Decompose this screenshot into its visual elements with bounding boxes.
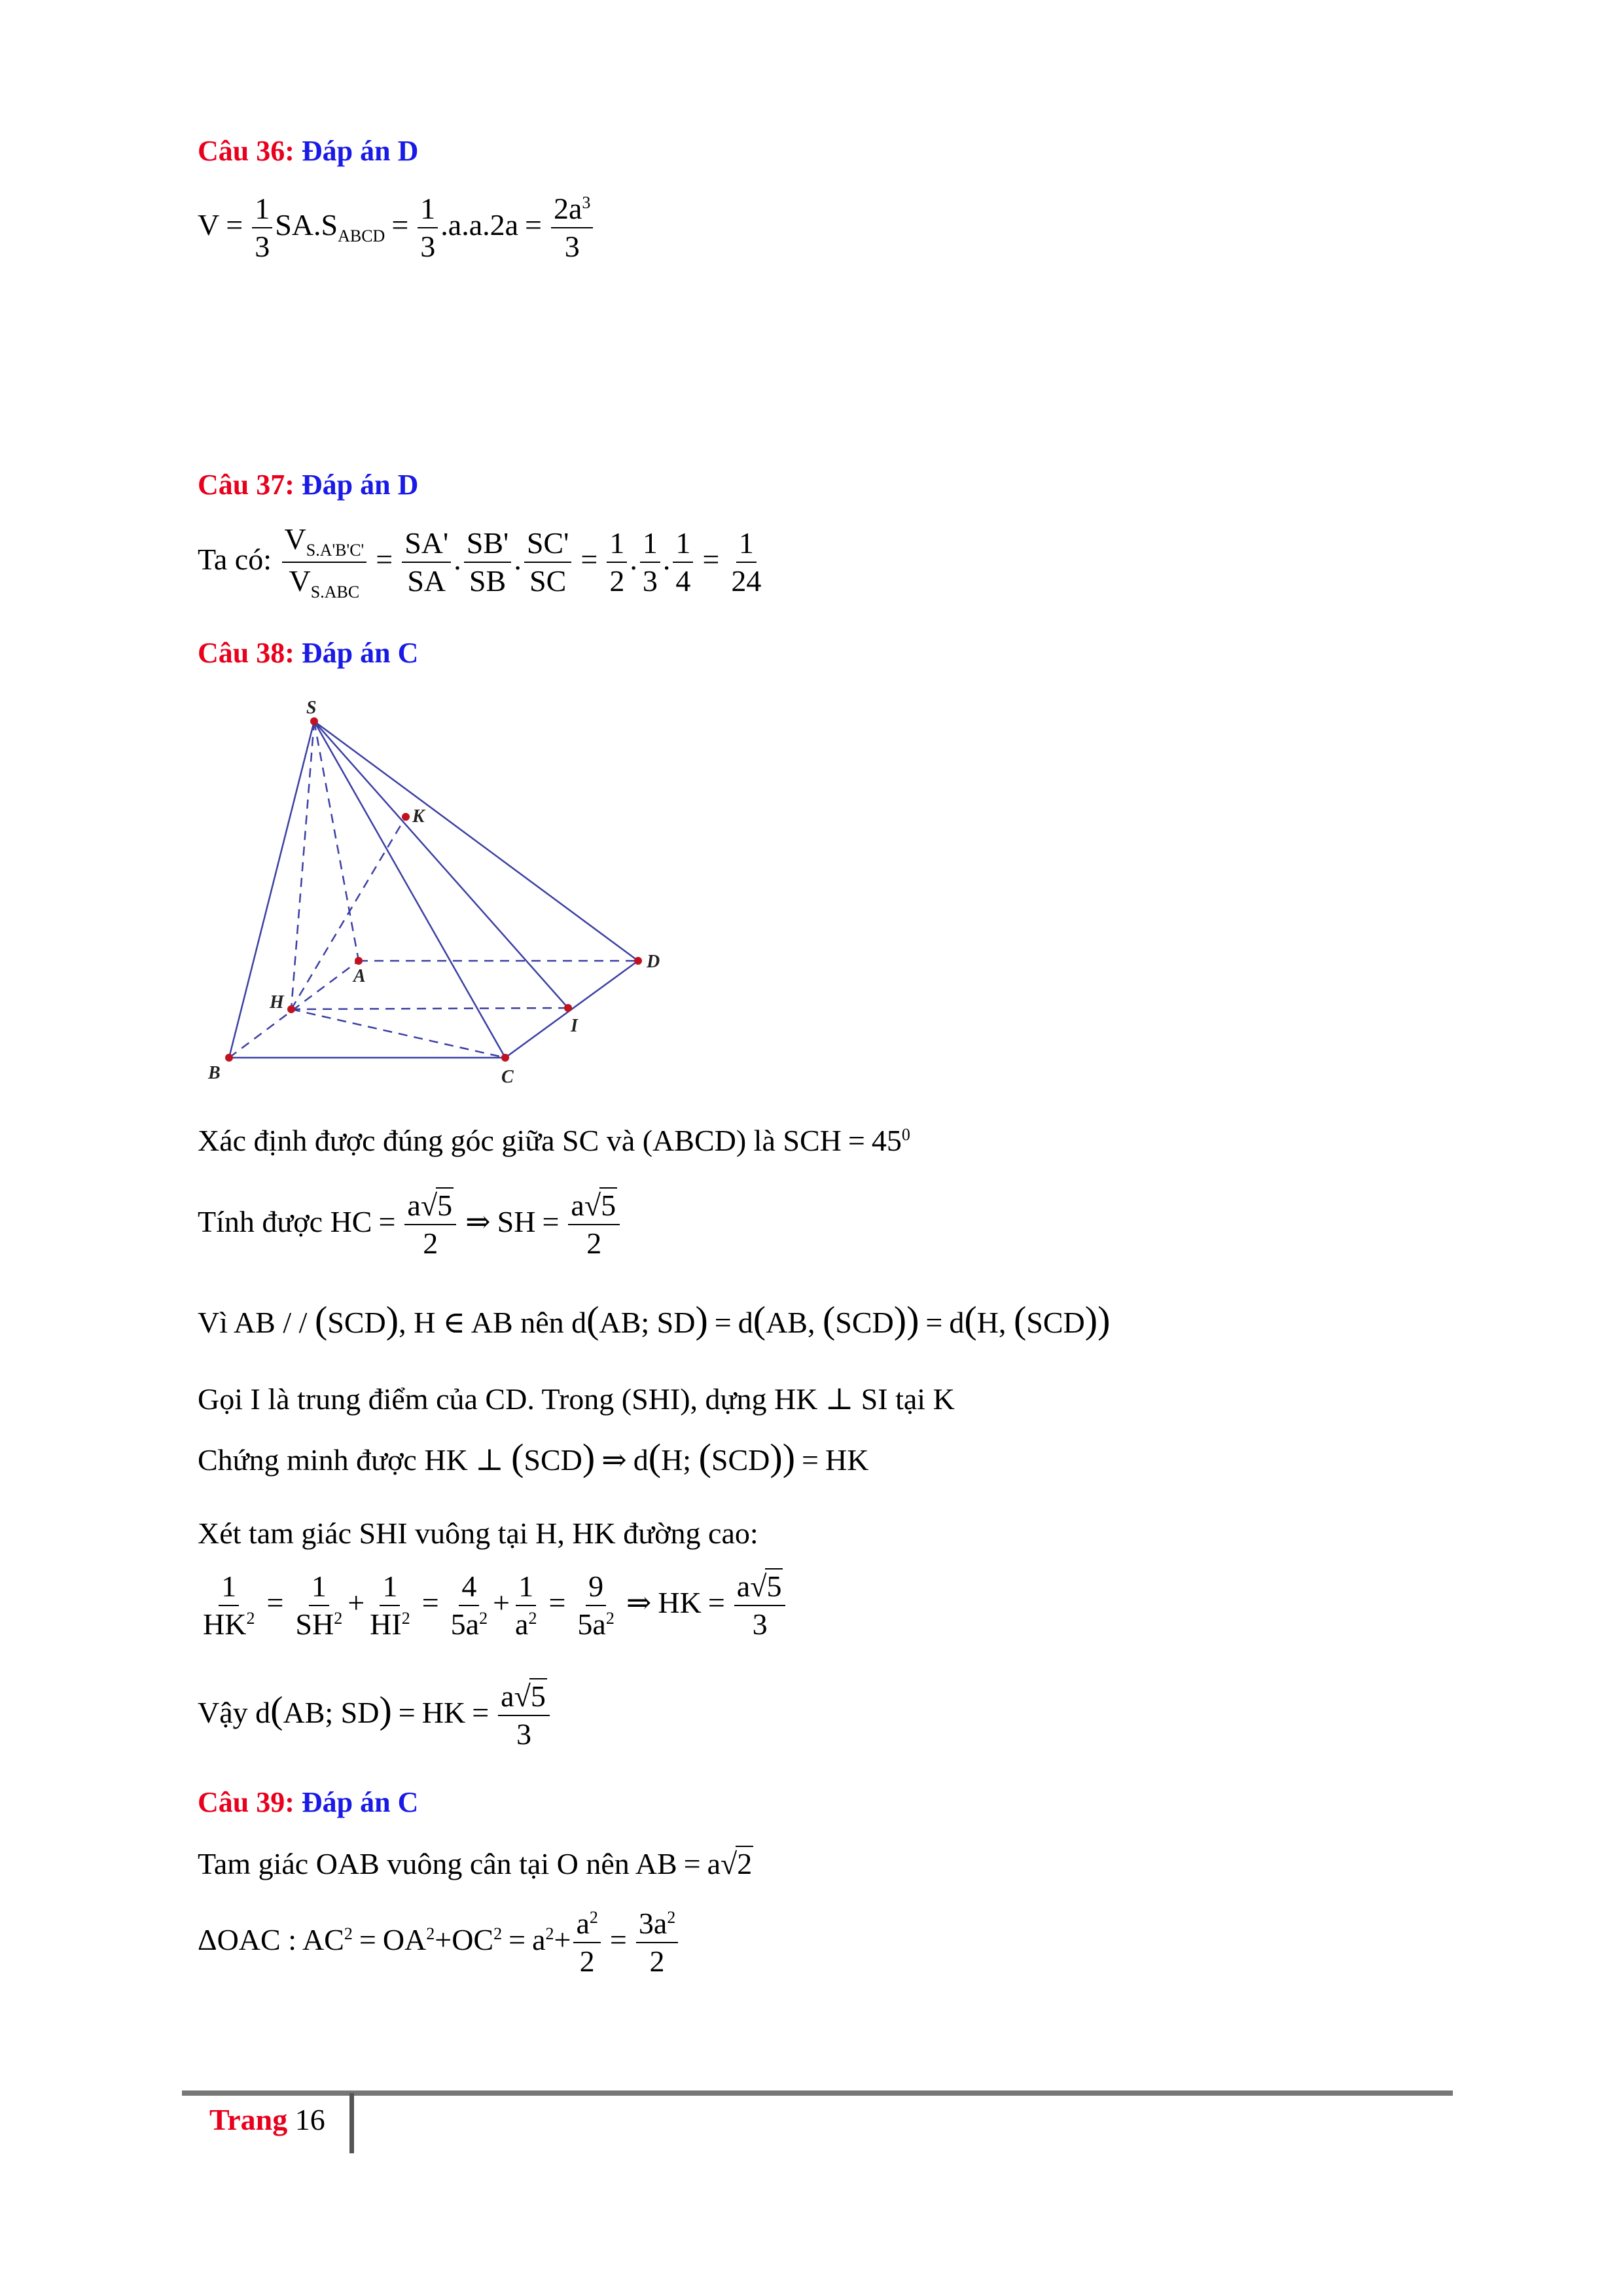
q36-formula: V = $\frac{1}{3}$ $SA.S_{ABCD}$ = $\frac{1}{3}$ .a.a.2a = $\frac{2a^3}{3}$ bbox=[198, 193, 596, 263]
q38-line-8: Vậy d(AB; SD) = HK = $\frac{a√5}{3}$ bbox=[198, 1681, 552, 1751]
q37-heading bbox=[198, 468, 418, 501]
q38-line-1-text: Xác định được đúng góc giữa SC và (ABCD) là bbox=[198, 1124, 776, 1157]
point-A bbox=[355, 957, 363, 965]
q38-line-2-text: Tính được bbox=[198, 1204, 323, 1238]
q38-answer: Đáp án C bbox=[301, 637, 419, 669]
label-H: H bbox=[270, 992, 284, 1013]
q39-answer: Đáp án C bbox=[301, 1786, 419, 1818]
q38-line-3: Vì AB / / (SCD), H ∈ AB nên d(AB; SD) = d(AB, (SCD)) = d(H, (SCD)) bbox=[198, 1299, 1111, 1341]
footer-label: Trang bbox=[209, 2103, 288, 2136]
q39-heading bbox=[198, 1785, 418, 1819]
q38-line-8-text: Vậy bbox=[198, 1695, 248, 1729]
edge-SA bbox=[314, 721, 359, 961]
label-K: K bbox=[412, 806, 425, 827]
edge-SC bbox=[314, 721, 505, 1058]
q39-line-2: ΔOAC : $AC^2 = OA^2+OC^2 = a^2+$ $\frac{a^2}{2}$ = $\frac{3a^2}{2}$ bbox=[198, 1908, 681, 1978]
q36-label: Câu 36: bbox=[198, 135, 294, 167]
point-I bbox=[564, 1004, 572, 1012]
q38-heading bbox=[198, 636, 418, 670]
point-C bbox=[501, 1054, 509, 1062]
label-C: C bbox=[501, 1067, 514, 1086]
q38-line-4: Gọi I là trung điểm của CD. Trong (SHI), dựng HK ⊥ SI tại K bbox=[198, 1382, 955, 1416]
q37-formula: Ta có: $\frac{V_{S.A'B'C'}}{V_{S.ABC}}$ = $\frac{SA'}{SA}$ . $\frac{SB'}{SB}$ . $\frac{SC'}{SC}$ = $\frac{1}{2}$ . $\frac{1}{3}$ . $\frac{1}{4}$ = $\frac{1}{24}$ bbox=[198, 522, 762, 602]
q37-lead: Ta có: bbox=[198, 542, 272, 576]
q37-answer: Đáp án D bbox=[301, 469, 419, 501]
q38-line-3-text-a: Vì bbox=[198, 1306, 228, 1339]
q36-answer: Đáp án D bbox=[301, 135, 419, 167]
q39-line-1-text: Tam giác OAB vuông cân tại O nên bbox=[198, 1847, 630, 1880]
q36-heading bbox=[198, 134, 418, 168]
edge-HC bbox=[291, 1009, 505, 1058]
q38-line-3-text-b: nên bbox=[520, 1306, 564, 1339]
q38-line-5: Chứng minh được HK ⊥ (SCD) ⇒ d(H; (SCD)) = HK bbox=[198, 1436, 869, 1479]
edge-HI bbox=[291, 1008, 568, 1009]
point-H bbox=[287, 1005, 295, 1013]
footer-rule bbox=[182, 2090, 1453, 2096]
point-S bbox=[310, 717, 318, 725]
q38-label: Câu 38: bbox=[198, 637, 294, 669]
q39-label: Câu 39: bbox=[198, 1786, 294, 1818]
edge-SI bbox=[314, 721, 568, 1008]
label-S: S bbox=[306, 698, 317, 718]
edge-SD bbox=[314, 721, 638, 961]
label-D: D bbox=[647, 952, 660, 972]
point-D bbox=[634, 957, 642, 965]
q38-line-5-text: Chứng minh được bbox=[198, 1443, 417, 1477]
label-I: I bbox=[571, 1016, 578, 1036]
point-B bbox=[225, 1054, 233, 1062]
page-number: 16 bbox=[294, 2103, 325, 2136]
q38-line-2: Tính được HC = $\frac{a√5}{2}$ ⇒ SH = $\frac{a√5}{2}$ bbox=[198, 1190, 622, 1260]
q38-line-1: Xác định được đúng góc giữa SC và (ABCD) là SCH = $45^0$ bbox=[198, 1124, 910, 1157]
q37-label: Câu 37: bbox=[198, 469, 294, 501]
q38-line-6: Xét tam giác SHI vuông tại H, HK đường cao: bbox=[198, 1516, 758, 1550]
footer-divider bbox=[349, 2093, 354, 2153]
pyramid-diagram bbox=[196, 694, 694, 1086]
label-A: A bbox=[353, 966, 366, 986]
q39-line-1: Tam giác OAB vuông cân tại O nên AB = a√2 bbox=[198, 1847, 753, 1880]
point-K bbox=[402, 813, 410, 821]
page-footer bbox=[209, 2102, 325, 2137]
label-B: B bbox=[208, 1063, 221, 1083]
edge-HK bbox=[291, 817, 406, 1009]
q38-line-7: $\frac{1}{HK^2}$ = $\frac{1}{SH^2}$ + $\frac{1}{HI^2}$ = $\frac{4}{5a^2}$ + $\frac{1}{a^2}$ = $\frac{9}{5a^2}$ ⇒ HK = $\frac{a√5}{3}$ bbox=[198, 1571, 788, 1641]
